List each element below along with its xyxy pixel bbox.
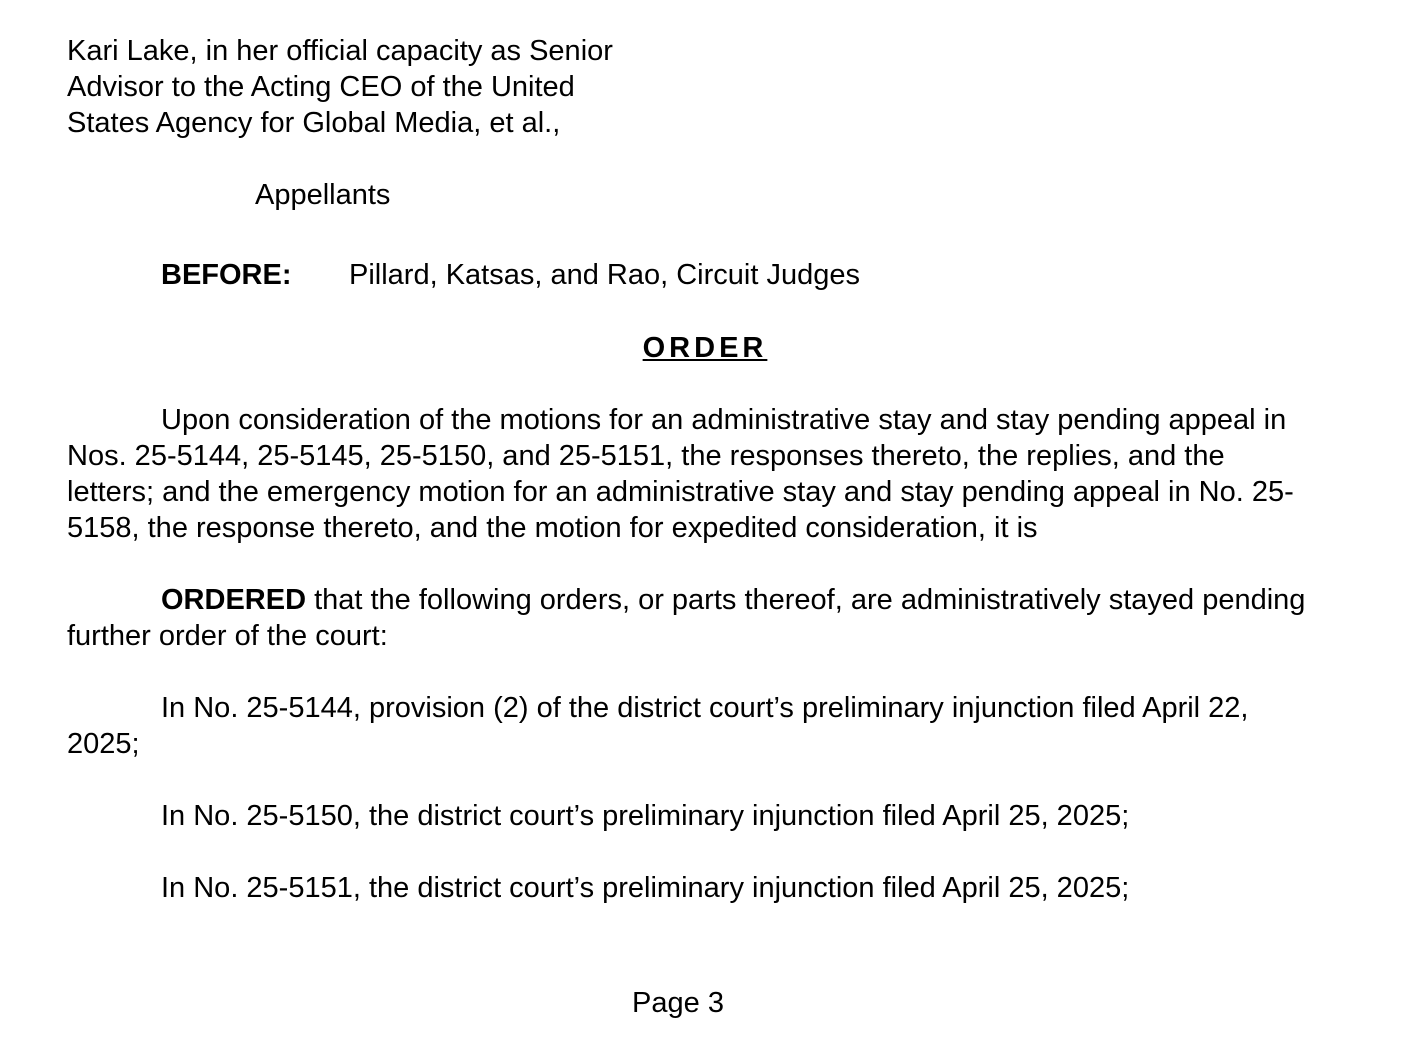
ordered-lead: ORDERED bbox=[161, 584, 307, 616]
order-heading: ORDER bbox=[642, 332, 768, 364]
consideration-paragraph: Upon consideration of the motions for an administrative stay and stay pending appeal in Nos. 25-5144, 25-5145, 25-5150, and 25-5151, the responses thereto, the replies, and the letters; and the emergency motion for an administrative stay and stay pending appeal in No. 25-5158, the response thereto, and the motion for expedited consideration, it is bbox=[67, 404, 1294, 544]
before-label: BEFORE: bbox=[161, 259, 292, 291]
ordered-paragraph bbox=[67, 582, 1307, 654]
page-number: Page 3 bbox=[632, 987, 724, 1019]
document-page bbox=[67, 33, 1367, 906]
stay-item-25-5151: In No. 25-5151, the district court’s preliminary injunction filed April 25, 2025; bbox=[161, 872, 1130, 904]
before-panel-line bbox=[67, 257, 1367, 293]
stay-item-25-5150: In No. 25-5150, the district court’s preliminary injunction filed April 25, 2025; bbox=[161, 800, 1130, 832]
caption-line-2: Advisor to the Acting CEO of the United bbox=[67, 71, 575, 103]
case-caption bbox=[67, 33, 1367, 141]
panel-judges: Pillard, Katsas, and Rao, Circuit Judges bbox=[349, 259, 860, 291]
party-role-appellants: Appellants bbox=[255, 179, 391, 211]
ordered-text: that the following orders, or parts thereof, are administratively stayed pending further order of the court: bbox=[67, 584, 1306, 652]
caption-line-3: States Agency for Global Media, et al., bbox=[67, 107, 561, 139]
caption-line-1: Kari Lake, in her official capacity as Senior bbox=[67, 35, 613, 67]
stay-item-25-5144: In No. 25-5144, provision (2) of the district court’s preliminary injunction filed April 22, 2025; bbox=[67, 692, 1249, 760]
